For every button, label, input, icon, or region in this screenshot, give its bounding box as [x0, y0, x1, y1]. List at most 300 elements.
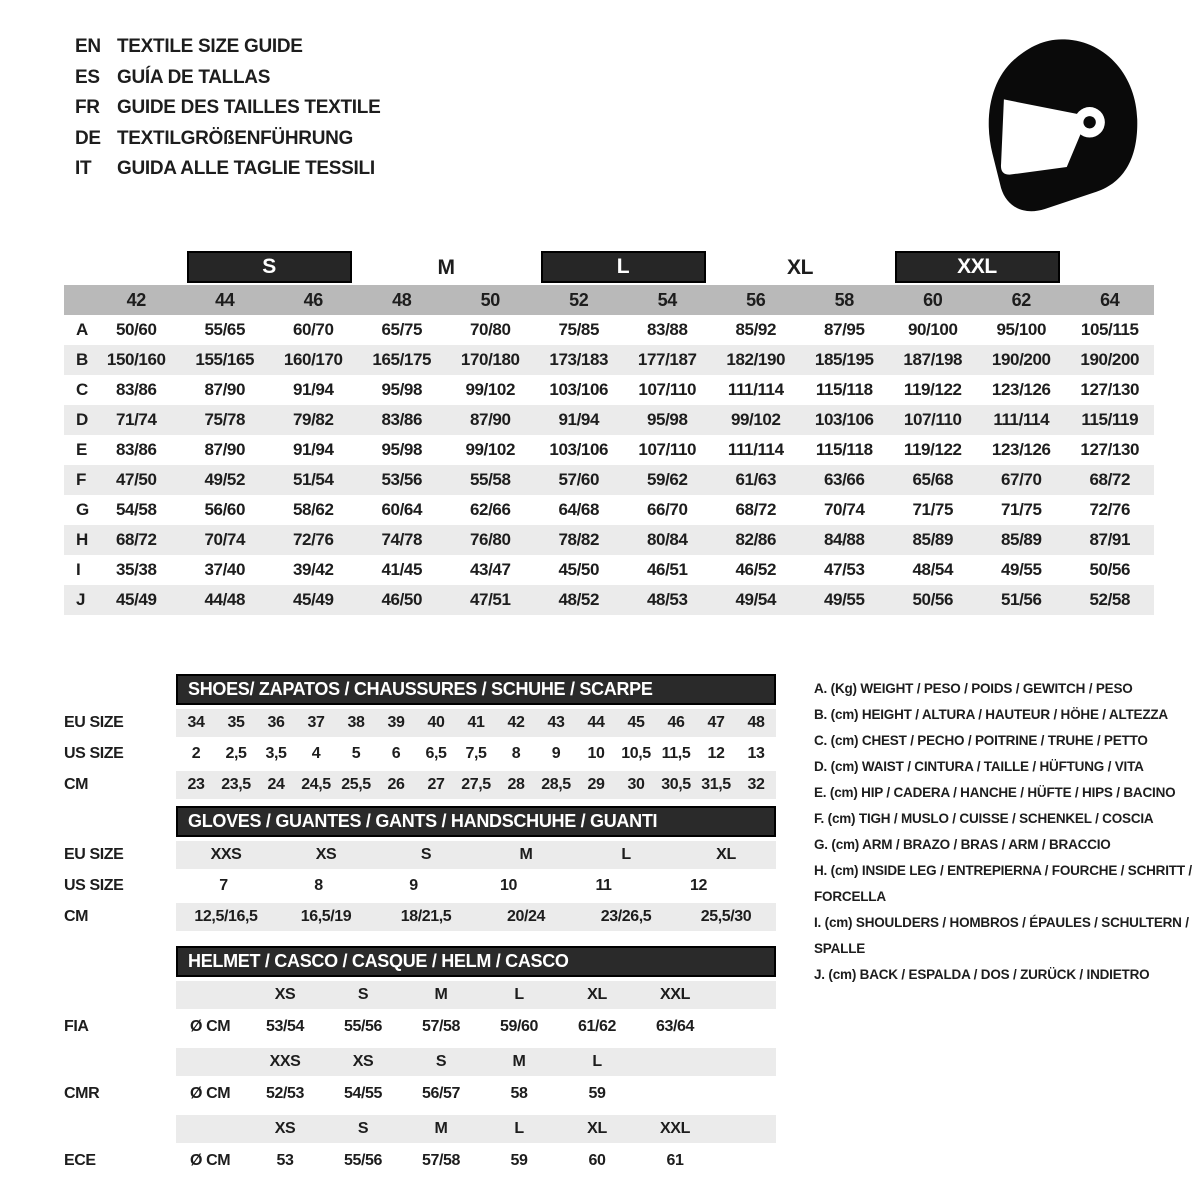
- cell: 46/50: [381, 590, 423, 609]
- cell: 85/89: [1000, 530, 1042, 549]
- cell: 47/51: [469, 590, 511, 609]
- helmet-value-band: [176, 1146, 776, 1176]
- cell: 72/76: [292, 530, 334, 549]
- cell: 71/74: [115, 410, 157, 429]
- cell: M: [434, 986, 448, 1003]
- cell: 49/55: [823, 590, 865, 609]
- main-size-table: [64, 250, 1154, 615]
- cell: 2,5: [225, 745, 247, 762]
- section-row: [64, 1048, 776, 1076]
- row-label: ECE: [64, 1152, 96, 1169]
- cell: 68/72: [115, 530, 157, 549]
- cell: 32: [747, 776, 765, 793]
- cell: 6,5: [425, 745, 447, 762]
- cell: 61: [666, 1152, 684, 1169]
- cell: 39: [387, 714, 405, 731]
- gloves-values: [176, 903, 776, 931]
- cell: M: [512, 1053, 526, 1070]
- cell: 79/82: [292, 410, 334, 429]
- cell: 43: [547, 714, 565, 731]
- cell: 50/60: [115, 320, 157, 339]
- row-letter: D: [76, 410, 88, 429]
- cell: 105/115: [1080, 320, 1139, 339]
- cell: 37/40: [204, 560, 246, 579]
- cell: 119/122: [903, 380, 962, 399]
- lang-line: [75, 67, 380, 89]
- row-label: [64, 981, 176, 1009]
- cell: 23/26,5: [600, 908, 652, 925]
- cell: 173/183: [549, 350, 609, 369]
- cell: L: [592, 1053, 602, 1070]
- cell: 71/75: [1000, 500, 1042, 519]
- lang-line: [75, 97, 380, 119]
- size-label: M: [437, 255, 455, 279]
- row-label: [64, 1048, 176, 1076]
- cell: 107/110: [638, 380, 697, 399]
- cell: 165/175: [372, 350, 432, 369]
- cell: 90/100: [907, 320, 958, 339]
- cell: 59: [510, 1152, 528, 1169]
- cell: 4: [311, 745, 321, 762]
- cell: 70/74: [204, 530, 246, 549]
- section-row: [64, 1115, 776, 1143]
- gloves-values: [176, 841, 776, 869]
- unit-label: Ø CM: [190, 1152, 231, 1169]
- cell: 41/45: [381, 560, 423, 579]
- cell: L: [514, 986, 524, 1003]
- cell: 80/84: [646, 530, 688, 549]
- cell: XXS: [269, 1053, 301, 1070]
- lang-line: [75, 36, 380, 58]
- cell: 66/70: [646, 500, 688, 519]
- cell: XS: [315, 846, 337, 863]
- cell: 83/86: [115, 440, 157, 459]
- cell: 160/170: [283, 350, 343, 369]
- legend-item: A. (Kg) WEIGHT / PESO / POIDS / GEWITCH / PESO: [814, 681, 1133, 696]
- cell: 50: [480, 289, 500, 310]
- legend-item: D. (cm) WAIST / CINTURA / TAILLE / HÜFTUNG / VITA: [814, 759, 1144, 774]
- cell: S: [357, 1120, 369, 1137]
- cell: 25,5: [341, 776, 371, 793]
- cell: M: [519, 846, 533, 863]
- racing-helmet-icon: [966, 28, 1158, 228]
- cell: 9: [551, 745, 561, 762]
- cell: 87/90: [204, 380, 246, 399]
- cell: L: [514, 1120, 524, 1137]
- cell: 50/56: [1089, 560, 1131, 579]
- helmet-value-band: [176, 1012, 776, 1042]
- cell: 87/91: [1089, 530, 1131, 549]
- section-row: [64, 903, 776, 931]
- cell: 75/85: [558, 320, 600, 339]
- cell: 82/86: [735, 530, 777, 549]
- size-table-row: [64, 465, 1154, 495]
- cell: 12: [690, 877, 707, 894]
- cell: 45/50: [558, 560, 600, 579]
- cell: 87/95: [823, 320, 865, 339]
- cell: 31,5: [701, 776, 731, 793]
- lang-label: GUIDA ALLE TAGLIE TESSILI: [117, 158, 375, 179]
- cell: 111/114: [727, 440, 784, 459]
- cell: 55/56: [343, 1018, 383, 1035]
- row-label: CMR: [64, 1085, 100, 1102]
- cell: 58: [510, 1085, 528, 1102]
- cell: 62/66: [469, 500, 511, 519]
- lang-line: [75, 128, 380, 150]
- cell: 45/49: [292, 590, 334, 609]
- row-label: [64, 1115, 176, 1143]
- cell: 12: [707, 745, 725, 762]
- cell: XS: [352, 1053, 374, 1070]
- cell: 11: [595, 877, 612, 894]
- size-label: XL: [786, 255, 814, 279]
- size-table-body: [64, 315, 1154, 615]
- cell: S: [420, 846, 432, 863]
- row-label: CM: [64, 776, 89, 793]
- gloves-rows: [64, 841, 776, 931]
- row-letter: A: [76, 320, 88, 339]
- cell: 46: [303, 289, 323, 310]
- cell: 70/74: [823, 500, 865, 519]
- cell: 95/98: [381, 440, 423, 459]
- cell: 13: [747, 745, 765, 762]
- cell: 72/76: [1089, 500, 1131, 519]
- cell: 47: [707, 714, 725, 731]
- cell: 115/118: [815, 440, 873, 459]
- cell: 54/55: [343, 1085, 383, 1102]
- cell: 170/180: [460, 350, 520, 369]
- cell: 26: [387, 776, 405, 793]
- cell: 54/58: [115, 500, 157, 519]
- lang-code: ES: [75, 66, 100, 88]
- row-letter: I: [76, 560, 81, 579]
- cell: 185/195: [814, 350, 874, 369]
- cell: 127/130: [1080, 380, 1140, 399]
- cell: 38: [347, 714, 365, 731]
- cell: 62: [1011, 289, 1031, 310]
- cell: M: [434, 1120, 448, 1137]
- cell: 55/65: [204, 320, 246, 339]
- cell: 83/86: [381, 410, 423, 429]
- cell: 60: [923, 289, 943, 310]
- unit-label: Ø CM: [190, 1018, 231, 1035]
- cell: 28,5: [541, 776, 571, 793]
- cell: 76/80: [469, 530, 511, 549]
- cell: 91/94: [292, 380, 334, 399]
- shoes-values: [176, 740, 776, 768]
- cell: 24,5: [301, 776, 331, 793]
- lang-label: GUIDE DES TAILLES TEXTILE: [117, 97, 381, 118]
- cell: 107/110: [903, 410, 962, 429]
- row-label: CM: [64, 908, 89, 925]
- cell: 23,5: [221, 776, 251, 793]
- section-row: [64, 1079, 776, 1109]
- cell: 71/75: [912, 500, 954, 519]
- cell: 8: [511, 745, 521, 762]
- cell: 111/114: [993, 410, 1050, 429]
- row-letter: C: [76, 380, 88, 399]
- shoes-rows: [64, 709, 776, 799]
- lang-code: FR: [75, 97, 100, 118]
- cell: 50/56: [912, 590, 954, 609]
- size-table-row: [64, 405, 1154, 435]
- size-table-row: [64, 495, 1154, 525]
- row-letter: J: [76, 590, 86, 609]
- gloves-section: [64, 806, 776, 934]
- lang-label: GUÍA DE TALLAS: [117, 66, 271, 88]
- cell: 187/198: [903, 350, 963, 369]
- cell: 61/63: [735, 470, 777, 489]
- cell: 47/50: [115, 470, 157, 489]
- cell: 20/24: [506, 908, 546, 925]
- cell: 11,5: [661, 745, 691, 762]
- cell: 30: [627, 776, 645, 793]
- cell: 48: [747, 714, 765, 731]
- section-row: [64, 771, 776, 799]
- cell: 58: [834, 289, 854, 310]
- cell: 42: [507, 714, 525, 731]
- cell: 115/119: [1081, 410, 1139, 429]
- cell: 46: [667, 714, 685, 731]
- cell: 2: [191, 745, 201, 762]
- unit-label: Ø CM: [190, 1085, 231, 1102]
- cell: 23: [187, 776, 205, 793]
- cell: 46/52: [735, 560, 777, 579]
- lang-code: DE: [75, 127, 101, 149]
- size-table-row: [64, 585, 1154, 615]
- legend-item: B. (cm) HEIGHT / ALTURA / HAUTEUR / HÖHE / ALTEZZA: [814, 707, 1168, 722]
- size-label: XXL: [895, 251, 1060, 283]
- lang-label: TEXTILGRÖßENFÜHRUNG: [117, 127, 354, 149]
- cell: 63/64: [655, 1018, 695, 1035]
- helmet-size-band: [176, 981, 776, 1009]
- cell: 10: [587, 745, 605, 762]
- legend-item: I. (cm) SHOULDERS / HOMBROS / ÉPAULES / SCHULTERN / SPALLE: [814, 915, 1189, 956]
- cell: 57/58: [421, 1018, 461, 1035]
- cell: 70/80: [469, 320, 511, 339]
- cell: 95/98: [646, 410, 688, 429]
- row-label: US SIZE: [64, 877, 124, 894]
- cell: 190/200: [1080, 350, 1140, 369]
- row-label: EU SIZE: [64, 846, 124, 863]
- cell: 60/70: [292, 320, 334, 339]
- row-letter: E: [76, 440, 87, 459]
- cell: 12,5/16,5: [194, 908, 258, 925]
- lang-code: EN: [75, 36, 101, 57]
- gloves-values: [176, 872, 776, 900]
- size-table-row: [64, 375, 1154, 405]
- cell: XXL: [660, 986, 690, 1003]
- cell: XS: [274, 1120, 296, 1137]
- cell: 47/53: [823, 560, 865, 579]
- row-label: US SIZE: [64, 745, 124, 762]
- size-table-row: [64, 345, 1154, 375]
- cell: 57/58: [421, 1152, 461, 1169]
- cell: XL: [587, 1120, 607, 1137]
- cell: 56/60: [204, 500, 246, 519]
- cell: S: [357, 986, 369, 1003]
- size-label: L: [541, 251, 706, 283]
- section-row: [64, 740, 776, 768]
- lang-line: [75, 158, 380, 180]
- cell: 35: [227, 714, 245, 731]
- shoes-section: [64, 674, 776, 802]
- cell: L: [621, 846, 631, 863]
- cell: 182/190: [726, 350, 786, 369]
- section-row: [64, 709, 776, 737]
- cell: 87/90: [204, 440, 246, 459]
- size-label-row: [64, 250, 1154, 285]
- cell: 59/62: [646, 470, 688, 489]
- cell: 43/47: [469, 560, 511, 579]
- cell: 28: [507, 776, 525, 793]
- cell: 10: [500, 877, 517, 894]
- row-letter: H: [76, 530, 88, 549]
- cell: 78/82: [558, 530, 600, 549]
- cell: 37: [307, 714, 325, 731]
- cell: 24: [267, 776, 285, 793]
- lang-label: TEXTILE SIZE GUIDE: [117, 36, 303, 57]
- row-label: FIA: [64, 1018, 89, 1035]
- cell: 65/75: [381, 320, 423, 339]
- cell: 150/160: [106, 350, 166, 369]
- cell: 103/106: [814, 410, 874, 429]
- cell: 56: [746, 289, 766, 310]
- cell: 59/60: [499, 1018, 539, 1035]
- cell: 51/56: [1000, 590, 1042, 609]
- shoes-values: [176, 709, 776, 737]
- cell: 52/58: [1089, 590, 1131, 609]
- cell: 44/48: [204, 590, 246, 609]
- cell: 51/54: [292, 470, 334, 489]
- cell: 48/52: [558, 590, 600, 609]
- cell: 54: [657, 289, 677, 310]
- helmet-section: [64, 946, 776, 1182]
- section-row: [64, 981, 776, 1009]
- cell: 46/51: [646, 560, 688, 579]
- size-table-row: [64, 435, 1154, 465]
- cell: 58/62: [292, 500, 334, 519]
- cell: 59: [588, 1085, 606, 1102]
- cell: XL: [716, 846, 736, 863]
- cell: 42: [126, 289, 146, 310]
- cell: 45: [627, 714, 645, 731]
- cell: 64/68: [558, 500, 600, 519]
- cell: 115/118: [815, 380, 873, 399]
- helmet-groups: [64, 981, 776, 1176]
- cell: 61/62: [577, 1018, 617, 1035]
- helmet-title-bar: HELMET / CASCO / CASQUE / HELM / CASCO: [176, 946, 776, 977]
- cell: 60/64: [381, 500, 423, 519]
- cell: 53: [276, 1152, 294, 1169]
- cell: 52: [569, 289, 589, 310]
- legend-item: E. (cm) HIP / CADERA / HANCHE / HÜFTE / HIPS / BACINO: [814, 785, 1176, 800]
- cell: 45/49: [115, 590, 157, 609]
- cell: 55/56: [343, 1152, 383, 1169]
- cell: 27,5: [461, 776, 491, 793]
- cell: 83/88: [646, 320, 688, 339]
- cell: 64: [1100, 289, 1120, 310]
- cell: 190/200: [991, 350, 1051, 369]
- cell: 30,5: [661, 776, 691, 793]
- helmet-size-band: [176, 1048, 776, 1076]
- row-label: EU SIZE: [64, 714, 124, 731]
- cell: 155/165: [195, 350, 255, 369]
- helmet-group: [64, 981, 776, 1042]
- cell: XXL: [660, 1120, 690, 1137]
- helmet-size-band: [176, 1115, 776, 1143]
- cell: 53/54: [265, 1018, 305, 1035]
- cell: 68/72: [1089, 470, 1131, 489]
- cell: 67/70: [1000, 470, 1042, 489]
- cell: 49/52: [204, 470, 246, 489]
- cell: 74/78: [381, 530, 423, 549]
- cell: 91/94: [292, 440, 334, 459]
- cell: 95/100: [996, 320, 1047, 339]
- cell: 177/187: [637, 350, 697, 369]
- cell: 60: [588, 1152, 606, 1169]
- size-table-row: [64, 555, 1154, 585]
- cell: 36: [267, 714, 285, 731]
- cell: 27: [427, 776, 445, 793]
- cell: 29: [587, 776, 605, 793]
- cell: 49/55: [1000, 560, 1042, 579]
- gloves-title-bar: GLOVES / GUANTES / GANTS / HANDSCHUHE / GUANTI: [176, 806, 776, 837]
- cell: 63/66: [823, 470, 865, 489]
- cell: 25,5/30: [700, 908, 752, 925]
- cell: 103/106: [549, 380, 609, 399]
- legend-item: F. (cm) TIGH / MUSLO / CUISSE / SCHENKEL / COSCIA: [814, 811, 1154, 826]
- helmet-group: [64, 1115, 776, 1176]
- cell: 68/72: [735, 500, 777, 519]
- cell: 9: [409, 877, 418, 894]
- section-row: [64, 1146, 776, 1176]
- cell: 41: [467, 714, 485, 731]
- cell: 3,5: [265, 745, 287, 762]
- cell: 55/58: [469, 470, 511, 489]
- cell: 57/60: [558, 470, 600, 489]
- cell: 83/86: [115, 380, 157, 399]
- cell: 48/53: [646, 590, 688, 609]
- cell: 91/94: [558, 410, 600, 429]
- legend-item: G. (cm) ARM / BRAZO / BRAS / ARM / BRACCIO: [814, 837, 1111, 852]
- legend-item: C. (cm) CHEST / PECHO / POITRINE / TRUHE / PETTO: [814, 733, 1148, 748]
- cell: 18/21,5: [400, 908, 452, 925]
- cell: 103/106: [549, 440, 609, 459]
- cell: 7: [219, 877, 228, 894]
- cell: XS: [274, 986, 296, 1003]
- section-row: [64, 841, 776, 869]
- cell: 56/57: [421, 1085, 461, 1102]
- cell: 39/42: [292, 560, 334, 579]
- shoes-values: [176, 771, 776, 799]
- size-label: S: [187, 251, 352, 283]
- cell: 99/102: [465, 380, 516, 399]
- lang-code: IT: [75, 158, 92, 179]
- cell: 65/68: [912, 470, 954, 489]
- cell: 34: [187, 714, 205, 731]
- size-table-row: [64, 315, 1154, 345]
- cell: 119/122: [903, 440, 962, 459]
- cell: XL: [587, 986, 607, 1003]
- helmet-group: [64, 1048, 776, 1109]
- cell: 95/98: [381, 380, 423, 399]
- cell: 127/130: [1080, 440, 1140, 459]
- cell: 87/90: [469, 410, 511, 429]
- cell: 99/102: [465, 440, 516, 459]
- cell: 48: [392, 289, 412, 310]
- legend-item: J. (cm) BACK / ESPALDA / DOS / ZURÜCK / INDIETRO: [814, 967, 1150, 982]
